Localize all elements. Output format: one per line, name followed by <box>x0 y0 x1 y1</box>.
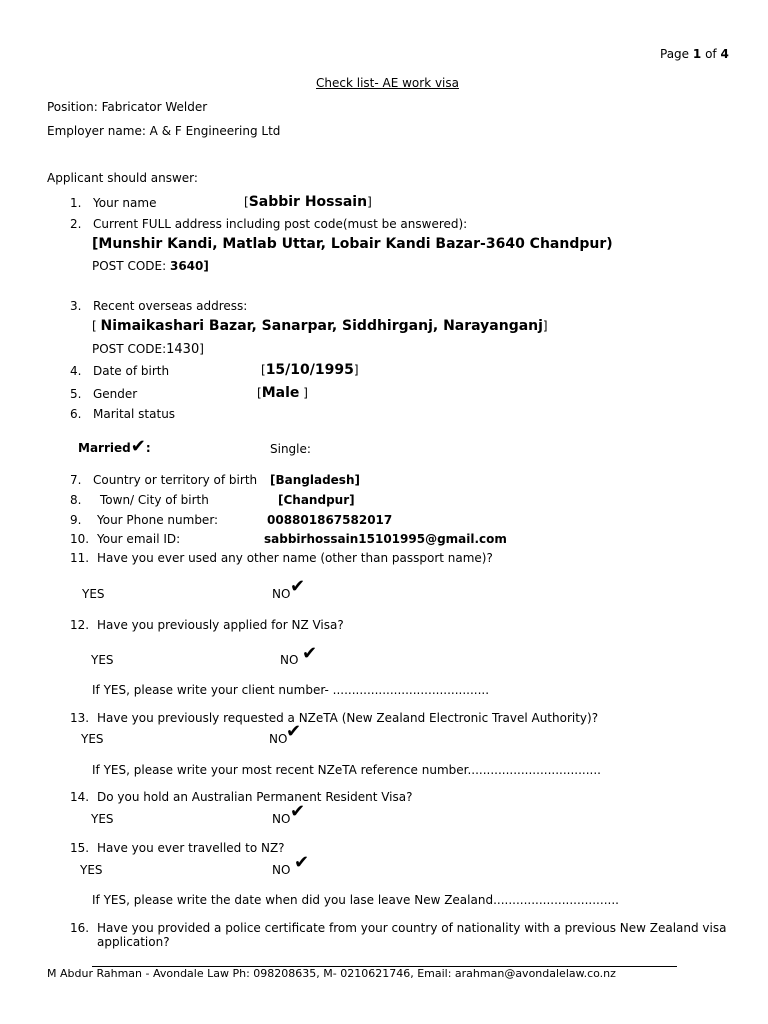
q11-yes: YES <box>82 587 105 601</box>
q1-value: Sabbir Hossain <box>248 194 368 210</box>
q14-yes: YES <box>91 812 114 826</box>
q16-label-line1: Have you provided a police certificate from your country of nationality with a previous New Zealand visa <box>97 921 727 935</box>
q6-label: Marital status <box>93 407 176 421</box>
page-number <box>660 47 729 61</box>
q15-number: 15. <box>70 841 90 855</box>
q14-number: 14. <box>70 790 90 804</box>
employer-line: Employer name: A & F Engineering Ltd <box>47 124 281 138</box>
q11-number: 11. <box>70 551 90 565</box>
q3-post-value: 1430 <box>166 342 200 357</box>
q12-note: If YES, please write your client number- ......................................... <box>92 683 490 697</box>
q14-no: NO <box>272 812 291 826</box>
married-label: Married <box>78 441 131 455</box>
q15-check-icon: ✔ <box>294 852 310 873</box>
q15-label: Have you ever travelled to NZ? <box>97 841 285 855</box>
q15-note: If YES, please write the date when did you lase leave New Zealand................................. <box>92 893 619 907</box>
q3-post-label: POST CODE: <box>92 342 167 356</box>
q13-no: NO <box>269 732 288 746</box>
q1-label: Your name <box>93 196 157 210</box>
q2-label: Current FULL address including post code(must be answered): <box>93 217 468 231</box>
q14-label: Do you hold an Australian Permanent Resident Visa? <box>97 790 413 804</box>
q8-value: [Chandpur] <box>278 493 355 507</box>
page-current: 1 <box>692 47 702 61</box>
single-option: Single: <box>270 442 311 456</box>
q11-no: NO <box>272 587 291 601</box>
q2-number: 2. <box>70 217 82 231</box>
q4-value: 15/10/1995 <box>265 362 354 378</box>
q2-post-label: POST CODE: <box>92 259 167 273</box>
q7-value: [Bangladesh] <box>270 473 360 487</box>
q11-check-icon: ✔ <box>290 576 306 597</box>
q3-answer: [ Nimaikashari Bazar, Sanarpar, Siddhirganj, Narayanganj] <box>92 318 548 334</box>
page-word: Page <box>660 47 690 61</box>
q5-answer: [Male ] <box>257 385 308 401</box>
q5-label: Gender <box>93 387 138 401</box>
q10-label: Your email ID: <box>97 532 181 546</box>
q10-value: sabbirhossain15101995@gmail.com <box>264 532 507 546</box>
q2-answer: [Munshir Kandi, Matlab Uttar, Lobair Kandi Bazar-3640 Chandpur) <box>92 236 613 252</box>
page-of: of <box>705 47 717 61</box>
q2-value: Munshir Kandi, Matlab Uttar, Lobair Kandi Bazar-3640 Chandpur <box>98 236 607 252</box>
q5-number: 5. <box>70 387 82 401</box>
q4-answer: [15/10/1995] <box>261 362 359 378</box>
position-line: Position: Fabricator Welder <box>47 100 208 114</box>
q15-yes: YES <box>80 863 103 877</box>
q2-postcode: POST CODE: 3640] <box>92 259 209 273</box>
q13-check-icon: ✔ <box>286 721 302 742</box>
q14-check-icon: ✔ <box>290 801 306 822</box>
q12-yes: YES <box>91 653 114 667</box>
footer-text: M Abdur Rahman - Avondale Law Ph: 098208635, M- 0210621746, Email: arahman@avondalelaw.co.nz <box>47 967 616 980</box>
q13-number: 13. <box>70 711 90 725</box>
q1-number: 1. <box>70 196 82 210</box>
q12-no: NO <box>280 653 299 667</box>
married-option: Married✔: <box>78 436 151 457</box>
q5-value: Male <box>261 385 300 401</box>
document-title: Check list- AE work visa <box>316 76 459 90</box>
q11-label: Have you ever used any other name (other than passport name)? <box>97 551 493 565</box>
q3-number: 3. <box>70 299 82 313</box>
q9-number: 9. <box>70 513 82 527</box>
q16-number: 16. <box>70 921 90 935</box>
q16-label-line2: application? <box>97 935 170 949</box>
q7-number: 7. <box>70 473 82 487</box>
q1-answer: [Sabbir Hossain] <box>244 194 372 210</box>
intro-text: Applicant should answer: <box>47 171 198 185</box>
q10-number: 10. <box>70 532 90 546</box>
q9-label: Your Phone number: <box>97 513 219 527</box>
q9-value: 008801867582017 <box>267 513 393 527</box>
q13-label: Have you previously requested a NZeTA (New Zealand Electronic Travel Authority)? <box>97 711 599 725</box>
q15-no: NO <box>272 863 291 877</box>
q13-note: If YES, please write your most recent NZeTA reference number................................... <box>92 763 601 777</box>
q8-number: 8. <box>70 493 82 507</box>
q12-number: 12. <box>70 618 90 632</box>
q3-label: Recent overseas address: <box>93 299 248 313</box>
q13-yes: YES <box>81 732 104 746</box>
q8-label: Town/ City of birth <box>100 493 209 507</box>
q12-check-icon: ✔ <box>302 643 318 664</box>
q6-number: 6. <box>70 407 82 421</box>
married-check-icon: ✔ <box>130 436 146 457</box>
q3-postcode: POST CODE:1430] <box>92 342 204 357</box>
page-total: 4 <box>720 47 729 61</box>
q2-post-value: 3640 <box>169 259 204 273</box>
q4-label: Date of birth <box>93 364 170 378</box>
q3-value: Nimaikashari Bazar, Sanarpar, Siddhirganj, Narayanganj <box>100 318 543 334</box>
q4-number: 4. <box>70 364 82 378</box>
q12-label: Have you previously applied for NZ Visa? <box>97 618 344 632</box>
q7-label: Country or territory of birth <box>93 473 258 487</box>
